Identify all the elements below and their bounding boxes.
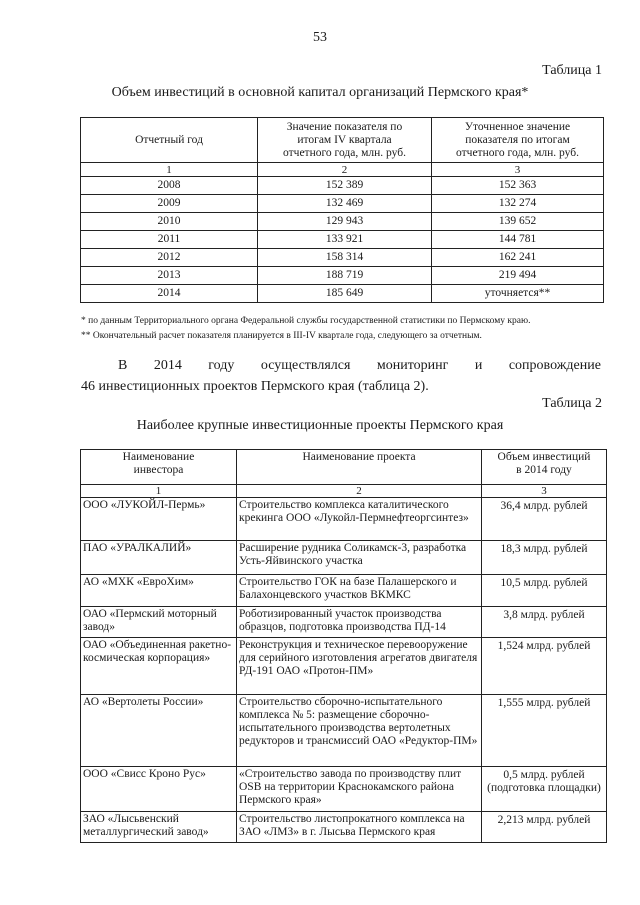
q4-value-cell: 158 314 xyxy=(258,249,432,267)
q4-value-cell: 129 943 xyxy=(258,213,432,231)
investor-cell: АО «Вертолеты России» xyxy=(81,695,237,767)
table-header-row xyxy=(81,450,607,485)
table-row xyxy=(81,638,607,695)
q4-value-cell: 185 649 xyxy=(258,285,432,303)
investor-cell: ОАО «Объединенная ракетно-космическая корпорация» xyxy=(81,638,237,695)
q4-value-cell: 133 921 xyxy=(258,231,432,249)
table2-title: Наиболее крупные инвестиционные проекты Пермского края xyxy=(136,418,504,433)
amount-cell: 3,8 млрд. рублей xyxy=(482,607,607,638)
column-number: 2 xyxy=(237,485,482,498)
table-row xyxy=(81,195,604,213)
table-row xyxy=(81,267,604,285)
footnote: ** Окончательный расчет показателя планируется в III-IV квартале года, следующего за отчетным. xyxy=(81,331,482,341)
column-number: 1 xyxy=(81,485,237,498)
investor-cell: ООО «ЛУКОЙЛ-Пермь» xyxy=(81,498,237,541)
project-cell: Строительство ГОК на базе Палашерского и Балахонцевского участков ВКМКС xyxy=(237,575,482,607)
final-value-cell: 132 274 xyxy=(432,195,604,213)
final-value-cell: 162 241 xyxy=(432,249,604,267)
footnote: * по данным Территориального органа Федеральной службы государственной статистики по Пермскому краю. xyxy=(81,316,531,326)
amount-cell: 1,555 млрд. рублей xyxy=(482,695,607,767)
q4-value-cell: 188 719 xyxy=(258,267,432,285)
project-cell: Строительство комплекса каталитического крекинга ООО «Лукойл-Пермнефтеоргсинтез» xyxy=(237,498,482,541)
year-cell: 2010 xyxy=(81,213,258,231)
table1-title: Объем инвестиций в основной капитал организаций Пермского края* xyxy=(111,85,529,100)
table-row xyxy=(81,695,607,767)
project-cell: Расширение рудника Соликамск-3, разработка Усть-Яйвинского участка xyxy=(237,541,482,575)
year-cell: 2013 xyxy=(81,267,258,285)
year-cell: 2011 xyxy=(81,231,258,249)
column-number-row xyxy=(81,485,607,498)
investment-projects-table xyxy=(80,449,607,843)
amount-cell: 2,213 млрд. рублей xyxy=(482,812,607,843)
final-value-cell: 139 652 xyxy=(432,213,604,231)
project-cell: Роботизированный участок производства образцов, подготовка производства ПД-14 xyxy=(237,607,482,638)
body-paragraph xyxy=(81,355,601,397)
project-cell: Строительство сборочно-испытательного комплекса № 5: размещение сборочно-испытательного производства вертолетных редукторов и трансмиссий ОАО «Редуктор-ПМ» xyxy=(237,695,482,767)
q4-value-cell: 132 469 xyxy=(258,195,432,213)
table-row xyxy=(81,213,604,231)
column-header-q4-value: Значение показателя по итогам IV квартала отчетного года, млн. руб. xyxy=(258,118,432,163)
column-number: 3 xyxy=(432,163,604,177)
paragraph-word: сопровождение xyxy=(508,358,601,373)
investor-cell: ОАО «Пермский моторный завод» xyxy=(81,607,237,638)
table1-label: Таблица 1 xyxy=(542,63,602,78)
column-number-row xyxy=(81,163,604,177)
q4-value-cell: 152 389 xyxy=(258,177,432,195)
year-cell: 2008 xyxy=(81,177,258,195)
column-header-amount: Объем инвестиций в 2014 году xyxy=(482,450,607,485)
final-value-cell: 219 494 xyxy=(432,267,604,285)
year-cell: 2014 xyxy=(81,285,258,303)
paragraph-line: 46 инвестиционных проектов Пермского края (таблица 2). xyxy=(81,379,429,394)
year-cell: 2012 xyxy=(81,249,258,267)
paragraph-word: В xyxy=(118,358,128,373)
amount-cell: 0,5 млрд. рублей (подготовка площадки) xyxy=(482,767,607,812)
investor-cell: ЗАО «Лысьвенский металлургический завод» xyxy=(81,812,237,843)
table-row xyxy=(81,812,607,843)
investor-cell: ООО «Свисс Кроно Рус» xyxy=(81,767,237,812)
paragraph-word: 2014 xyxy=(153,358,182,373)
table-row xyxy=(81,541,607,575)
paragraph-word: году xyxy=(208,358,235,373)
table-row xyxy=(81,249,604,267)
table2-label: Таблица 2 xyxy=(542,396,602,411)
table-row xyxy=(81,498,607,541)
table-row xyxy=(81,177,604,195)
column-header-final-value: Уточненное значение показателя по итогам отчетного года, млн. руб. xyxy=(432,118,604,163)
amount-cell: 1,524 млрд. рублей xyxy=(482,638,607,695)
amount-cell: 36,4 млрд. рублей xyxy=(482,498,607,541)
column-number: 3 xyxy=(482,485,607,498)
final-value-cell: 144 781 xyxy=(432,231,604,249)
column-header-year: Отчетный год xyxy=(81,118,258,163)
column-header-investor: Наименование инвестора xyxy=(81,450,237,485)
table-row xyxy=(81,767,607,812)
year-cell: 2009 xyxy=(81,195,258,213)
table-row xyxy=(81,607,607,638)
investment-volume-table xyxy=(80,117,604,303)
paragraph-word: и xyxy=(474,358,483,373)
amount-cell: 18,3 млрд. рублей xyxy=(482,541,607,575)
project-cell: Строительство листопрокатного комплекса на ЗАО «ЛМЗ» в г. Лысьва Пермского края xyxy=(237,812,482,843)
column-number: 2 xyxy=(258,163,432,177)
investor-cell: АО «МХК «ЕвроХим» xyxy=(81,575,237,607)
paragraph-word: мониторинг xyxy=(376,358,449,373)
page-number: 53 xyxy=(313,30,327,45)
table-row xyxy=(81,285,604,303)
paragraph-line xyxy=(81,355,601,376)
column-number: 1 xyxy=(81,163,258,177)
paragraph-word: осуществлялся xyxy=(260,358,351,373)
investor-cell: ПАО «УРАЛКАЛИЙ» xyxy=(81,541,237,575)
table-header-row xyxy=(81,118,604,163)
table-row xyxy=(81,575,607,607)
final-value-cell: уточняется** xyxy=(432,285,604,303)
project-cell: «Строительство завода по производству плит OSB на территории Краснокамского района Пермского края» xyxy=(237,767,482,812)
final-value-cell: 152 363 xyxy=(432,177,604,195)
table1-footnotes xyxy=(81,314,621,344)
column-header-project: Наименование проекта xyxy=(237,450,482,485)
project-cell: Реконструкция и техническое перевооружение для серийного изготовления агрегатов двигателя РД-191 ОАО «Протон-ПМ» xyxy=(237,638,482,695)
table-row xyxy=(81,231,604,249)
amount-cell: 10,5 млрд. рублей xyxy=(482,575,607,607)
